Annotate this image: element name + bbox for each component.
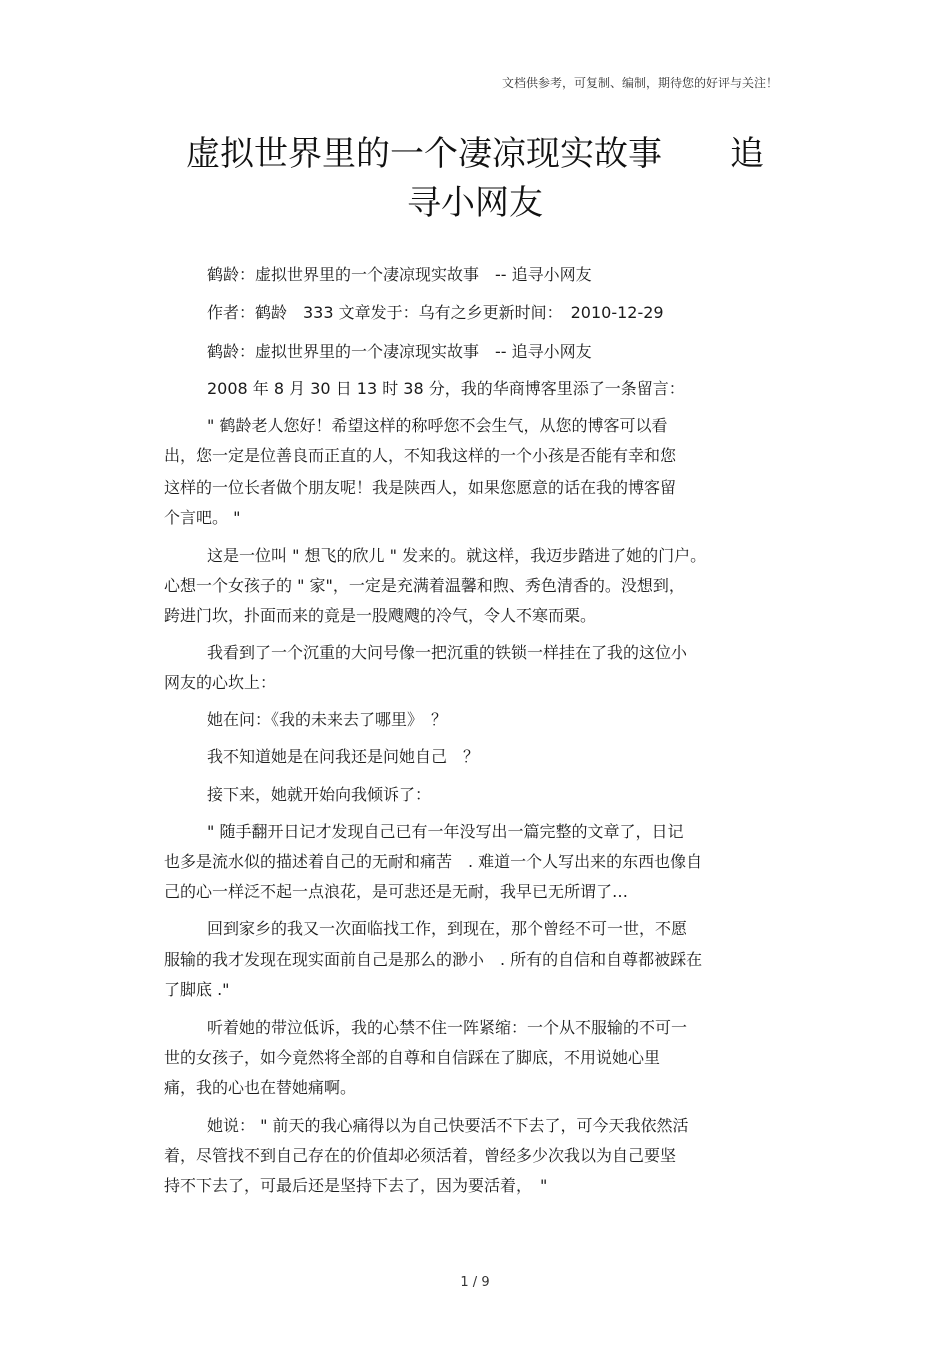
body-line: 我不知道她是在问我还是问她自己 ？ xyxy=(207,747,480,766)
body-line: 这样的一位长者做个朋友呢！我是陕西人，如果您愿意的话在我的博客留 xyxy=(164,478,677,497)
body-line: 接下来，她就开始向我倾诉了： xyxy=(207,785,432,804)
body-line: 了脚底 ." xyxy=(164,980,230,999)
page-number: 1 / 9 xyxy=(460,1275,490,1290)
document-title-line-1: 虚拟世界里的一个凄凉现实故事 追 xyxy=(186,134,764,174)
body-line: 出，您一定是位善良而正直的人，不知我这样的一个小孩是否能有幸和您 xyxy=(164,446,677,465)
body-line: 世的女孩子，如今竟然将全部的自尊和自信踩在了脚底，不用说她心里 xyxy=(164,1048,661,1067)
body-line: 己的心一样泛不起一点浪花，是可悲还是无耐，我早已无所谓了… xyxy=(164,882,629,901)
body-line: 持不下去了，可最后还是坚持下去了，因为要活着， " xyxy=(164,1176,548,1195)
body-line: 她说： " 前天的我心痛得以为自己快要活不下去了，可今天我依然活 xyxy=(207,1116,689,1135)
document-title-line-2: 寻小网友 xyxy=(407,183,543,223)
body-line: 我看到了一个沉重的大问号像一把沉重的铁锁一样挂在了我的这位小 xyxy=(207,643,688,662)
body-line: 鹤龄：虚拟世界里的一个凄凉现实故事 -- 追寻小网友 xyxy=(207,265,592,284)
body-line: 作者：鹤龄 333 文章发于：乌有之乡更新时间： 2010-12-29 xyxy=(207,303,664,322)
body-line: 回到家乡的我又一次面临找工作，到现在，那个曾经不可一世，不愿 xyxy=(207,919,688,938)
body-line: 这是一位叫 " 想飞的欣儿 " 发来的。就这样，我迈步踏进了她的门户。 xyxy=(207,546,707,565)
body-line: 着，尽管找不到自己存在的价值却必须活着，曾经多少次我以为自己要坚 xyxy=(164,1146,677,1165)
body-line: 网友的心坎上： xyxy=(164,673,277,692)
body-line: 她在问：《我的未来去了哪里》 ？ xyxy=(207,710,448,729)
body-line: 鹤龄：虚拟世界里的一个凄凉现实故事 -- 追寻小网友 xyxy=(207,342,592,361)
body-line: 听着她的带泣低诉，我的心禁不住一阵紧缩：一个从不服输的不可一 xyxy=(207,1018,688,1037)
body-line: 服输的我才发现在现实面前自己是那么的渺小 . 所有的自信和自尊都被踩在 xyxy=(164,950,703,969)
body-line: " 随手翻开日记才发现自己已有一年没写出一篇完整的文章了，日记 xyxy=(207,822,684,841)
body-line: 心想一个女孩子的 " 家"，一定是充满着温馨和煦、秀色清香的。没想到， xyxy=(164,576,685,595)
body-line: " 鹤龄老人您好！希望这样的称呼您不会生气，从您的博客可以看 xyxy=(207,416,668,435)
body-line: 2008 年 8 月 30 日 13 时 38 分，我的华商博客里添了一条留言： xyxy=(207,379,685,398)
header-note: 文档供参考，可复制、编制，期待您的好评与关注！ xyxy=(501,76,778,90)
body-line: 也多是流水似的描述着自己的无耐和痛苦 . 难道一个人写出来的东西也像自 xyxy=(164,852,703,871)
body-line: 个言吧。 " xyxy=(164,508,241,527)
body-line: 跨进门坎，扑面而来的竟是一股飕飕的冷气，令人不寒而栗。 xyxy=(164,606,597,625)
body-line: 痛，我的心也在替她痛啊。 xyxy=(164,1078,357,1097)
